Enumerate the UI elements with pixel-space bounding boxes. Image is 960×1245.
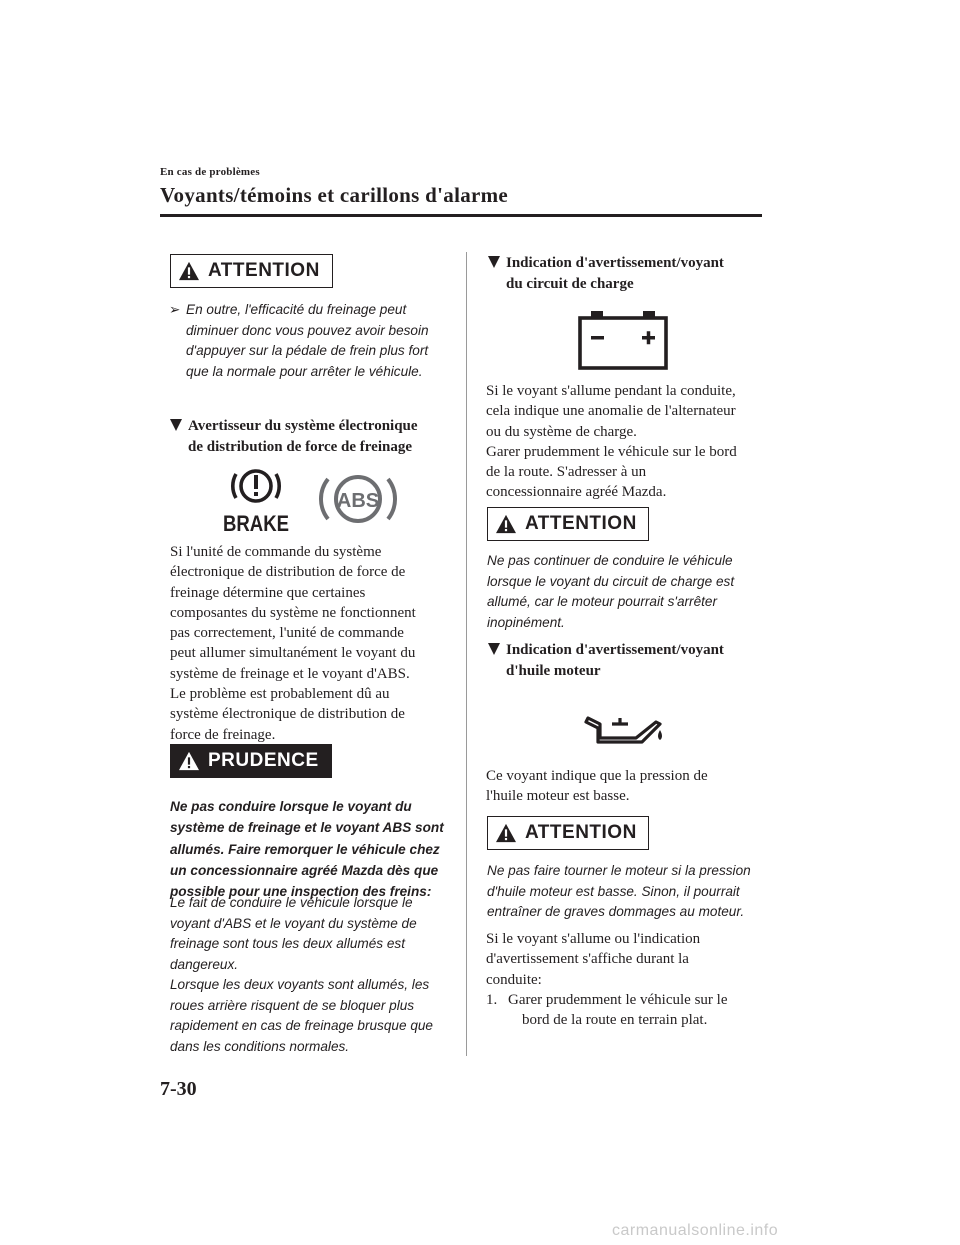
page-number: 7-30 <box>160 1078 197 1100</box>
oil-body-text <box>486 766 778 807</box>
warning-triangle-icon <box>495 823 517 843</box>
abs-icon-label: ABS <box>336 490 380 512</box>
prudence-bold-line: un concessionnaire agréé Mazda dès que <box>170 862 439 878</box>
heading-line: Avertisseur du système électronique <box>188 418 418 434</box>
prudence-bold-line: possible pour une inspection des freins: <box>170 884 432 900</box>
page-title: Voyants/témoins et carillons d'alarme <box>160 183 509 207</box>
body-line: force de freinage. <box>170 726 276 743</box>
attention-line: Ne pas faire tourner le moteur si la pression <box>487 863 751 878</box>
abs-warning-icon <box>312 466 404 532</box>
step-1 <box>486 990 778 1031</box>
heading-line: du circuit de charge <box>506 275 634 292</box>
attention-line: lorsque le voyant du circuit de charge est <box>487 573 735 589</box>
prudence-bold-line: Ne pas conduire lorsque le voyant du <box>170 799 412 814</box>
attention-line: entraîner de graves dommages au moteur. <box>487 904 745 919</box>
brake-warning-icon <box>220 466 292 534</box>
attention-label: ATTENTION <box>525 822 637 843</box>
prudence-line: Le fait de conduire le véhicule lorsque le <box>170 895 413 910</box>
brake-icon-label: BRAKE <box>223 511 289 536</box>
attention-line: que la normale pour arrêter le véhicule. <box>186 363 423 379</box>
prudence-line: Lorsque les deux voyants sont allumés, les <box>170 977 430 992</box>
body-line: Ce voyant indique que la pression de <box>486 768 708 784</box>
step-line: Garer prudemment le véhicule sur le <box>508 992 728 1008</box>
header-rule <box>160 214 762 217</box>
step-number: 1. <box>486 992 498 1008</box>
warning-triangle-icon <box>178 261 200 281</box>
prudence-text <box>170 893 462 1057</box>
warning-triangle-icon <box>495 514 517 534</box>
section-heading <box>170 416 460 457</box>
step-line: bord de la route en terrain plat. <box>522 1012 708 1029</box>
section-heading <box>488 640 778 681</box>
body-line: l'huile moteur est basse. <box>486 788 630 805</box>
oil-can-icon <box>584 708 668 744</box>
battery-icon <box>577 309 669 371</box>
attention-line: En outre, l'efficacité du freinage peut <box>186 302 407 317</box>
oil-attention-text <box>487 861 767 923</box>
attention-text <box>169 300 459 382</box>
prudence-line: freinage sont tous les deux allumés est <box>170 936 406 951</box>
body-line: composantes du système ne fonctionnent <box>170 604 416 621</box>
heading-line: Indication d'avertissement/voyant <box>506 642 724 658</box>
body-line: cela indique une anomalie de l'alternateur <box>486 403 736 420</box>
watermark: carmanualsonline.info <box>612 1222 779 1239</box>
prudence-label: PRUDENCE <box>208 750 319 771</box>
body-line: freinage détermine que certaines <box>170 584 366 601</box>
prudence-bold-text <box>170 796 462 902</box>
arrow-bullet-icon: ➢ <box>169 302 181 317</box>
triangle-bullet-icon <box>488 256 500 268</box>
prudence-bold-line: allumés. Faire remorquer le véhicule chez <box>170 841 440 857</box>
heading-line: de distribution de force de freinage <box>188 438 413 455</box>
body-line: Si le voyant s'allume ou l'indication <box>486 931 701 947</box>
body-line: système électronique de distribution de <box>170 706 405 723</box>
oil-procedure-text <box>486 929 778 990</box>
charge-attention-text <box>487 551 779 633</box>
body-line: de la route. S'adresser à un <box>486 464 647 481</box>
column-divider <box>466 252 467 1056</box>
attention-line: diminuer donc vous pouvez avoir besoin <box>186 322 429 338</box>
section-label: En cas de problèmes <box>160 166 260 178</box>
charge-body-text <box>486 381 778 503</box>
brake-body-text <box>170 542 462 745</box>
prudence-line: rapidement en cas de freinage brusque que <box>170 1018 433 1033</box>
body-line: électronique de distribution de force de <box>170 564 406 581</box>
heading-line: d'huile moteur <box>506 662 601 679</box>
body-line: concessionnaire agréé Mazda. <box>486 484 667 501</box>
prudence-line: dans les conditions normales. <box>170 1038 350 1054</box>
body-line: système de freinage et le voyant d'ABS. <box>170 665 410 682</box>
section-heading <box>488 253 778 294</box>
attention-label: ATTENTION <box>208 260 320 281</box>
prudence-bold-line: système de freinage et le voyant ABS sont <box>170 820 444 836</box>
attention-banner <box>170 254 333 288</box>
triangle-bullet-icon <box>488 643 500 655</box>
body-line: ou du système de charge. <box>486 423 637 440</box>
attention-line: Ne pas continuer de conduire le véhicule <box>487 553 733 568</box>
prudence-banner <box>170 744 332 778</box>
body-line: conduite: <box>486 971 542 988</box>
prudence-line: roues arrière risquent de se bloquer plus <box>170 997 415 1013</box>
prudence-line: dangereux. <box>170 956 239 972</box>
attention-banner <box>487 507 649 541</box>
prudence-line: voyant d'ABS et le voyant du système de <box>170 915 417 931</box>
attention-label: ATTENTION <box>525 513 637 534</box>
attention-line: inopinément. <box>487 614 565 630</box>
attention-banner <box>487 816 649 850</box>
attention-line: d'huile moteur est basse. Sinon, il pourrait <box>487 883 740 899</box>
body-line: d'avertissement s'affiche durant la <box>486 951 689 968</box>
attention-line: allumé, car le moteur pourrait s'arrêter <box>487 594 717 609</box>
triangle-bullet-icon <box>170 419 182 431</box>
attention-line: d'appuyer sur la pédale de frein plus fort <box>186 343 429 358</box>
body-line: Si le voyant s'allume pendant la conduite, <box>486 383 736 399</box>
body-line: peut allumer simultanément le voyant du <box>170 645 416 662</box>
body-line: Si l'unité de commande du système <box>170 544 382 560</box>
body-line: pas correctement, l'unité de commande <box>170 625 404 642</box>
body-line: Le problème est probablement dû au <box>170 686 390 703</box>
heading-line: Indication d'avertissement/voyant <box>506 255 724 271</box>
warning-triangle-icon <box>178 751 200 771</box>
body-line: Garer prudemment le véhicule sur le bord <box>486 443 737 460</box>
